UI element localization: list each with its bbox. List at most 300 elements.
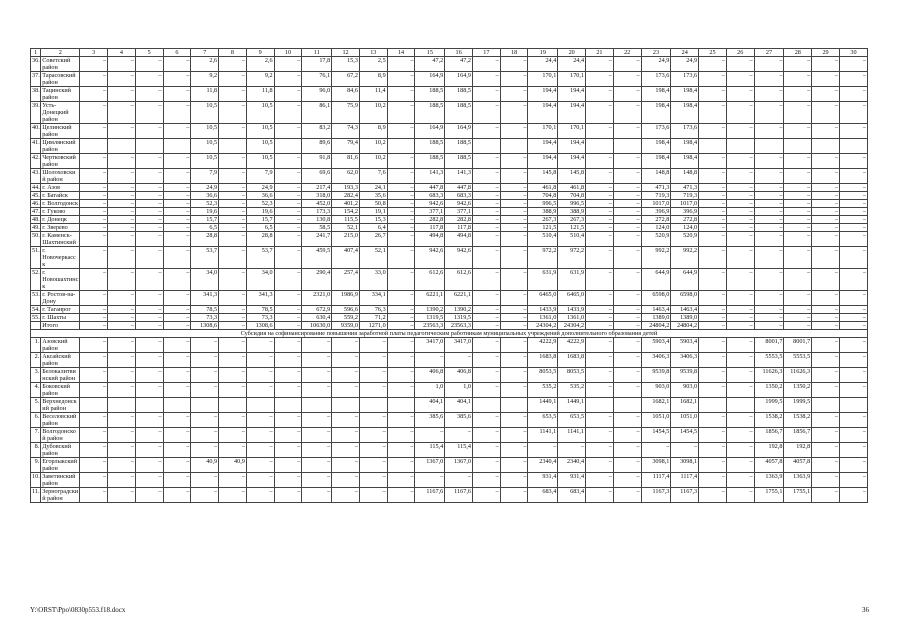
value-cell: – — [812, 368, 840, 383]
value-cell: 996,5 — [558, 200, 586, 208]
value-cell: – — [500, 124, 528, 139]
value-cell: – — [726, 314, 754, 322]
value-cell: – — [302, 338, 332, 353]
value-cell: – — [163, 102, 191, 124]
value-cell: 10,5 — [246, 124, 274, 139]
value-cell: – — [80, 488, 108, 503]
value-cell: – — [586, 57, 614, 72]
value-cell: – — [472, 322, 500, 330]
value-cell: – — [754, 291, 784, 306]
value-cell: 24,1 — [359, 184, 387, 192]
value-cell: – — [812, 458, 840, 473]
value-cell: – — [135, 184, 163, 192]
value-cell: – — [80, 216, 108, 224]
value-cell: – — [163, 353, 191, 368]
value-cell — [472, 139, 500, 154]
footer-page-number: 36 — [862, 606, 869, 614]
value-cell: – — [163, 458, 191, 473]
value-cell: – — [191, 443, 219, 458]
value-cell: 683,3 — [415, 192, 445, 200]
value-cell: 1308,6 — [246, 322, 274, 330]
value-cell: – — [163, 306, 191, 314]
value-cell: – — [699, 224, 727, 232]
value-cell: – — [472, 247, 500, 269]
value-cell — [191, 398, 219, 413]
value-cell: – — [219, 184, 247, 192]
value-cell: – — [108, 428, 136, 443]
value-cell: 96,0 — [302, 87, 332, 102]
value-cell: 24,9 — [246, 184, 274, 192]
value-cell: 10,2 — [359, 102, 387, 124]
value-cell: – — [500, 224, 528, 232]
value-cell: 2,6 — [246, 57, 274, 72]
value-cell: 272,8 — [671, 216, 699, 224]
value-cell: – — [274, 232, 302, 247]
value-cell: 1454,5 — [641, 428, 671, 443]
table-row — [31, 124, 868, 139]
value-cell: – — [387, 192, 415, 200]
value-cell: 612,6 — [415, 269, 445, 291]
value-cell: 50,8 — [359, 200, 387, 208]
value-cell: – — [754, 322, 784, 330]
value-cell: – — [586, 473, 614, 488]
value-cell: 11,4 — [359, 87, 387, 102]
value-cell: 2,6 — [191, 57, 219, 72]
row-number: 38. — [31, 87, 41, 102]
value-cell: 198,4 — [671, 87, 699, 102]
value-cell: – — [699, 216, 727, 224]
value-cell: – — [812, 473, 840, 488]
value-cell: 1361,0 — [558, 314, 586, 322]
value-cell: 520,9 — [671, 232, 699, 247]
value-cell: – — [699, 314, 727, 322]
table-row — [31, 353, 868, 368]
value-cell: – — [613, 87, 641, 102]
value-cell: – — [108, 314, 136, 322]
value-cell: – — [613, 413, 641, 428]
value-cell: – — [812, 184, 840, 192]
value-cell — [246, 398, 274, 413]
value-cell: 164,9 — [445, 72, 473, 87]
value-cell: – — [274, 458, 302, 473]
value-cell: – — [586, 368, 614, 383]
value-cell: 141,3 — [415, 169, 445, 184]
value-cell — [163, 398, 191, 413]
municipality-name: Азовский район — [41, 338, 80, 353]
value-cell: – — [812, 269, 840, 291]
value-cell: 1682,1 — [671, 398, 699, 413]
value-cell: – — [387, 314, 415, 322]
value-cell: 683,4 — [528, 488, 558, 503]
value-cell: – — [80, 154, 108, 169]
value-cell: 8,9 — [359, 72, 387, 87]
value-cell: – — [472, 200, 500, 208]
value-cell: – — [472, 488, 500, 503]
value-cell: – — [219, 154, 247, 169]
value-cell: 683,3 — [445, 192, 473, 200]
value-cell: 40,9 — [191, 458, 219, 473]
column-number: 19 — [528, 49, 558, 57]
value-cell: – — [387, 338, 415, 353]
value-cell: – — [387, 413, 415, 428]
value-cell: – — [135, 314, 163, 322]
value-cell: – — [274, 368, 302, 383]
value-cell: – — [812, 306, 840, 314]
value-cell: 1350,2 — [754, 383, 784, 398]
value-cell: – — [302, 443, 332, 458]
value-cell: 1538,2 — [754, 413, 784, 428]
value-cell: – — [726, 57, 754, 72]
value-cell: 89,6 — [302, 139, 332, 154]
budget-table-page — [30, 48, 868, 503]
value-cell: 942,6 — [415, 247, 445, 269]
value-cell: 10,2 — [359, 139, 387, 154]
column-number: 28 — [784, 49, 812, 57]
value-cell: – — [839, 368, 867, 383]
municipality-name: г. Зверево — [41, 224, 80, 232]
value-cell: – — [332, 443, 360, 458]
value-cell: – — [219, 383, 247, 398]
value-cell: – — [80, 428, 108, 443]
value-cell: 86,1 — [302, 102, 332, 124]
column-number: 18 — [500, 49, 528, 57]
value-cell: – — [586, 306, 614, 314]
value-cell: 9359,0 — [332, 322, 360, 330]
municipality-name: Целинский район — [41, 124, 80, 139]
value-cell: – — [613, 269, 641, 291]
value-cell: 198,4 — [641, 154, 671, 169]
value-cell: 194,4 — [558, 139, 586, 154]
value-cell: 217,4 — [302, 184, 332, 192]
value-cell: – — [387, 322, 415, 330]
value-cell: – — [586, 291, 614, 306]
value-cell: – — [274, 338, 302, 353]
column-number: 17 — [472, 49, 500, 57]
value-cell — [472, 398, 500, 413]
value-cell: – — [135, 154, 163, 169]
row-number: 11. — [31, 488, 41, 503]
value-cell: – — [812, 247, 840, 269]
value-cell: – — [274, 169, 302, 184]
value-cell: – — [812, 322, 840, 330]
value-cell: 447,8 — [445, 184, 473, 192]
value-cell: 7,9 — [246, 169, 274, 184]
value-cell: – — [359, 338, 387, 353]
value-cell: – — [163, 383, 191, 398]
value-cell: – — [586, 200, 614, 208]
value-cell: – — [699, 368, 727, 383]
value-cell — [359, 398, 387, 413]
row-number: 49. — [32, 224, 40, 231]
value-cell: 74,3 — [332, 124, 360, 139]
value-cell: – — [784, 124, 812, 139]
value-cell: – — [387, 247, 415, 269]
column-number: 3 — [80, 49, 108, 57]
value-cell — [812, 398, 840, 413]
value-cell: – — [219, 208, 247, 216]
value-cell: – — [246, 488, 274, 503]
value-cell: 188,5 — [415, 154, 445, 169]
column-number: 22 — [613, 49, 641, 57]
value-cell: – — [812, 291, 840, 306]
value-cell: 194,4 — [558, 154, 586, 169]
value-cell: 5553,5 — [754, 353, 784, 368]
value-cell: – — [839, 224, 867, 232]
value-cell: 7,6 — [359, 169, 387, 184]
value-cell: – — [108, 216, 136, 224]
table-row — [31, 488, 868, 503]
value-cell: – — [387, 102, 415, 124]
value-cell: – — [274, 413, 302, 428]
value-cell: – — [219, 57, 247, 72]
value-cell: – — [135, 102, 163, 124]
value-cell: – — [839, 192, 867, 200]
value-cell: – — [387, 208, 415, 216]
value-cell: – — [839, 208, 867, 216]
value-cell: – — [108, 247, 136, 269]
value-cell: 1167,3 — [671, 488, 699, 503]
column-number: 24 — [671, 49, 699, 57]
row-number: 55. — [32, 314, 40, 321]
value-cell — [613, 139, 641, 154]
municipality-name: Зерноградский район — [42, 488, 79, 502]
value-cell: – — [108, 57, 136, 72]
value-cell: 15,3 — [332, 57, 360, 72]
table-row — [31, 154, 868, 169]
value-cell: – — [472, 443, 500, 458]
value-cell: 1389,0 — [671, 314, 699, 322]
value-cell: – — [274, 72, 302, 87]
value-cell: 24,4 — [558, 57, 586, 72]
value-cell: – — [472, 338, 500, 353]
value-cell: – — [163, 169, 191, 184]
value-cell: – — [500, 154, 528, 169]
value-cell: 170,1 — [528, 124, 558, 139]
value-cell: – — [754, 57, 784, 72]
value-cell: – — [108, 488, 136, 503]
row-number: 44. — [32, 184, 40, 191]
value-cell: – — [274, 473, 302, 488]
value-cell: – — [839, 428, 867, 443]
value-cell: 188,5 — [415, 139, 445, 154]
municipality-name: Верхнедонский район — [41, 398, 80, 413]
value-cell: – — [784, 208, 812, 216]
value-cell: 62,0 — [332, 169, 360, 184]
value-cell: – — [274, 488, 302, 503]
value-cell: – — [80, 368, 108, 383]
value-cell: – — [108, 338, 136, 353]
value-cell: – — [135, 488, 163, 503]
value-cell: – — [699, 169, 727, 184]
value-cell: – — [387, 154, 415, 169]
value-cell: – — [784, 306, 812, 314]
value-cell: 1682,1 — [641, 398, 671, 413]
value-cell: – — [812, 216, 840, 224]
value-cell: 11626,3 — [754, 368, 784, 383]
value-cell: – — [784, 192, 812, 200]
value-cell: – — [108, 443, 136, 458]
value-cell: – — [387, 200, 415, 208]
value-cell: – — [812, 102, 840, 124]
column-number: 25 — [699, 49, 727, 57]
value-cell: – — [472, 473, 500, 488]
value-cell: 267,3 — [528, 216, 558, 224]
value-cell: – — [219, 200, 247, 208]
value-cell: – — [108, 87, 136, 102]
table-row — [31, 443, 868, 458]
value-cell: – — [163, 247, 191, 269]
section-title-row — [31, 330, 868, 338]
value-cell: – — [302, 353, 332, 368]
value-cell: – — [135, 443, 163, 458]
value-cell: – — [726, 269, 754, 291]
value-cell: – — [726, 192, 754, 200]
value-cell: 407,4 — [332, 247, 360, 269]
value-cell: 992,2 — [641, 247, 671, 269]
column-number: 29 — [812, 49, 840, 57]
table-row — [31, 139, 868, 154]
value-cell: 164,9 — [445, 124, 473, 139]
value-cell: – — [699, 322, 727, 330]
value-cell: – — [586, 428, 614, 443]
value-cell: 33,0 — [359, 269, 387, 291]
value-cell: – — [839, 154, 867, 169]
value-cell: 121,5 — [528, 224, 558, 232]
value-cell: – — [500, 102, 528, 124]
value-cell — [839, 139, 867, 154]
value-cell: – — [613, 124, 641, 139]
value-cell: – — [387, 87, 415, 102]
value-cell: – — [726, 473, 754, 488]
value-cell: – — [500, 443, 528, 458]
municipality-name: Белокалитвинский район — [41, 368, 80, 383]
value-cell: 1167,6 — [445, 488, 473, 503]
value-cell: – — [726, 224, 754, 232]
value-cell: – — [108, 322, 136, 330]
column-number: 15 — [415, 49, 445, 57]
value-cell: – — [558, 443, 586, 458]
row-number: 5. — [31, 398, 41, 413]
value-cell: 8,9 — [359, 124, 387, 139]
value-cell: 282,8 — [415, 216, 445, 224]
column-number: 10 — [274, 49, 302, 57]
value-cell: – — [812, 338, 840, 353]
value-cell: – — [135, 368, 163, 383]
value-cell: – — [839, 232, 867, 247]
value-cell: – — [387, 458, 415, 473]
value-cell: – — [80, 192, 108, 200]
value-cell: – — [108, 192, 136, 200]
value-cell: – — [219, 216, 247, 224]
value-cell: 341,3 — [246, 291, 274, 306]
value-cell: – — [163, 200, 191, 208]
value-cell: 972,2 — [528, 247, 558, 269]
value-cell: – — [812, 314, 840, 322]
municipality-name: г. Таганрог — [41, 306, 80, 314]
value-cell: – — [472, 216, 500, 224]
value-cell: 341,3 — [191, 291, 219, 306]
value-cell: – — [726, 488, 754, 503]
value-cell — [613, 398, 641, 413]
value-cell: 1856,7 — [754, 428, 784, 443]
value-cell: – — [784, 322, 812, 330]
value-cell: – — [359, 383, 387, 398]
table-row — [31, 291, 868, 306]
value-cell: – — [163, 232, 191, 247]
value-cell: 992,2 — [671, 247, 699, 269]
value-cell: 47,2 — [415, 57, 445, 72]
value-cell: 173,6 — [671, 124, 699, 139]
value-cell: – — [500, 338, 528, 353]
value-cell: – — [500, 247, 528, 269]
value-cell: – — [359, 473, 387, 488]
value-cell: – — [387, 428, 415, 443]
value-cell: – — [135, 169, 163, 184]
value-cell: – — [246, 368, 274, 383]
value-cell: – — [784, 269, 812, 291]
row-number — [31, 322, 41, 330]
value-cell: 644,9 — [671, 269, 699, 291]
value-cell: – — [754, 72, 784, 87]
value-cell: 198,4 — [671, 139, 699, 154]
value-cell: – — [108, 473, 136, 488]
value-cell — [387, 139, 415, 154]
value-cell: – — [108, 291, 136, 306]
municipality-name: г. Донецк — [41, 216, 80, 224]
value-cell: 11626,3 — [784, 368, 812, 383]
value-cell: 170,1 — [558, 124, 586, 139]
value-cell: – — [472, 291, 500, 306]
value-cell: 1141,1 — [528, 428, 558, 443]
value-cell: – — [387, 57, 415, 72]
value-cell: – — [80, 353, 108, 368]
table-row — [31, 192, 868, 200]
value-cell: – — [219, 443, 247, 458]
value-cell: – — [191, 383, 219, 398]
column-number: 14 — [387, 49, 415, 57]
table-row — [31, 306, 868, 314]
value-cell: – — [135, 458, 163, 473]
value-cell: 404,1 — [445, 398, 473, 413]
value-cell: 1017,0 — [671, 200, 699, 208]
value-cell: – — [387, 72, 415, 87]
value-cell: – — [754, 247, 784, 269]
value-cell: – — [726, 102, 754, 124]
value-cell: – — [332, 353, 360, 368]
value-cell: – — [274, 124, 302, 139]
value-cell: 194,4 — [558, 102, 586, 124]
row-number: 36. — [31, 57, 41, 72]
value-cell: – — [80, 169, 108, 184]
value-cell: 1367,0 — [415, 458, 445, 473]
table-row — [31, 216, 868, 224]
value-cell: 164,9 — [415, 124, 445, 139]
municipality-name: г. Ростов-на-Дону — [41, 291, 80, 306]
value-cell: 26,7 — [359, 232, 387, 247]
value-cell: – — [332, 473, 360, 488]
value-cell: 1755,1 — [754, 488, 784, 503]
value-cell: – — [80, 306, 108, 314]
value-cell: – — [586, 458, 614, 473]
table-row — [31, 413, 868, 428]
column-number: 2 — [41, 49, 80, 57]
value-cell: – — [135, 200, 163, 208]
value-cell: – — [839, 72, 867, 87]
value-cell: 461,8 — [528, 184, 558, 192]
value-cell: – — [699, 208, 727, 216]
row-number: 42. — [31, 154, 41, 169]
value-cell: – — [163, 208, 191, 216]
